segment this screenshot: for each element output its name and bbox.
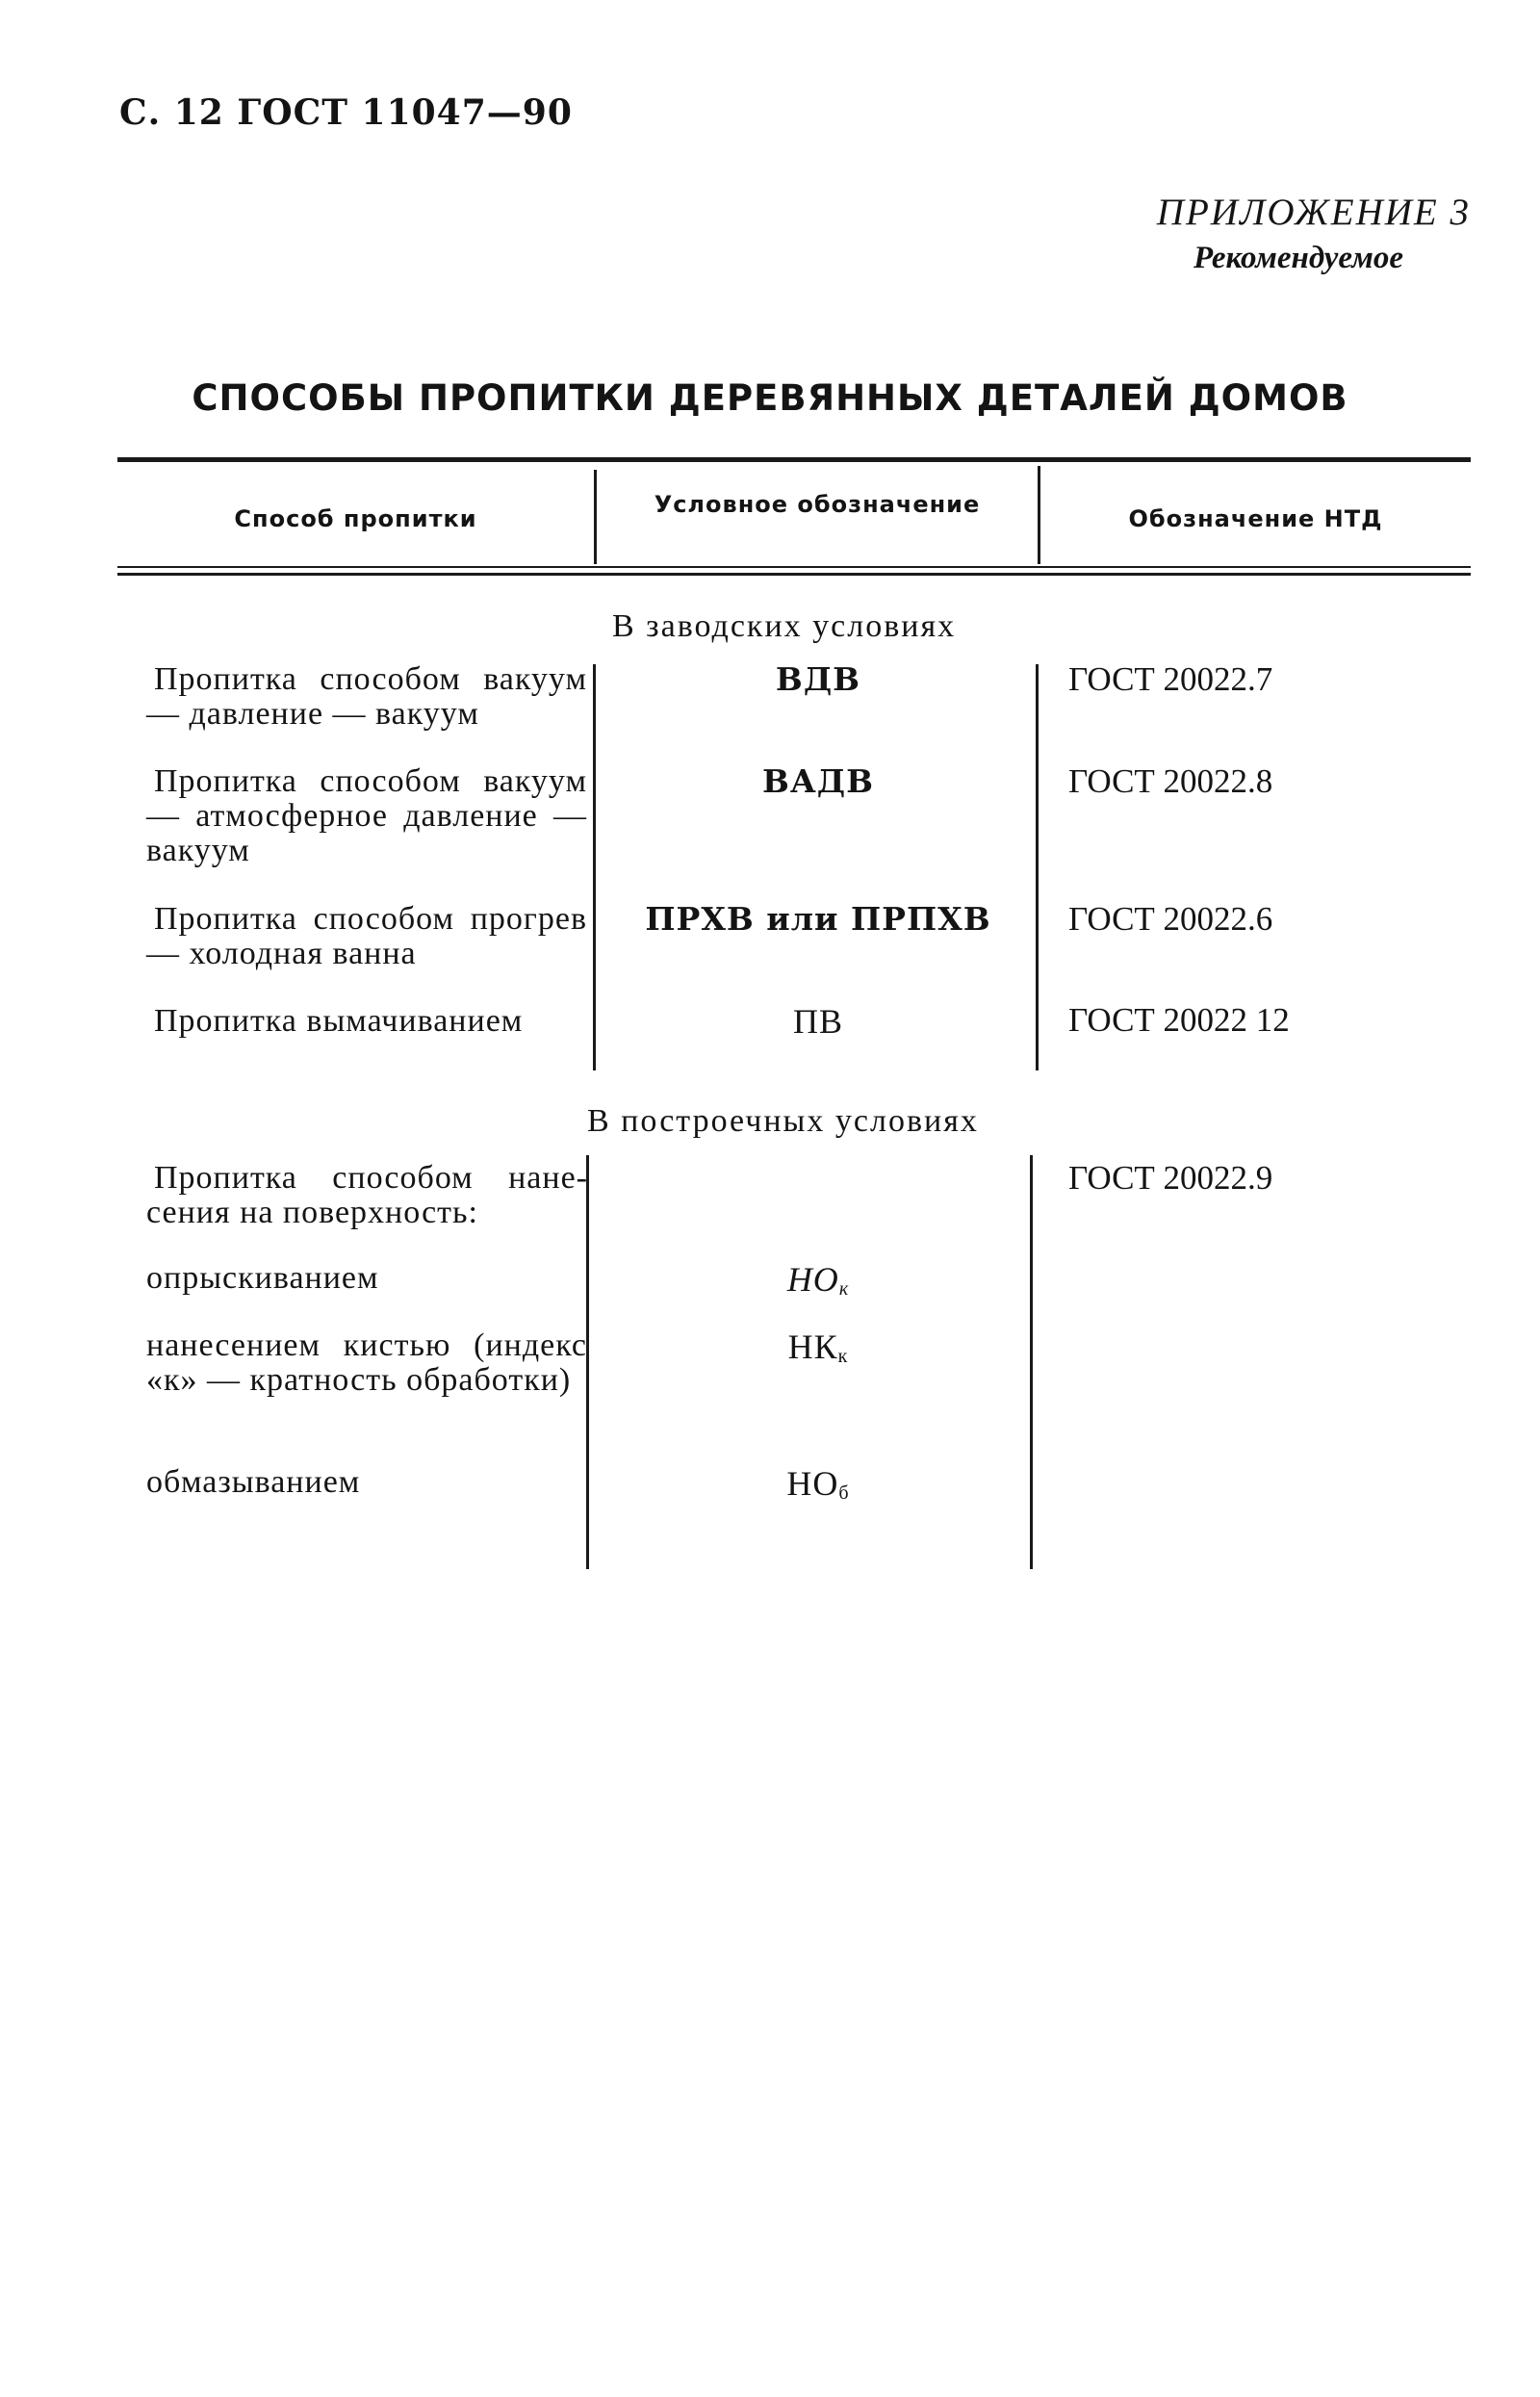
appendix-title: ПРИЛОЖЕНИЕ 3 <box>1156 192 1471 233</box>
row-method: опрыскиванием <box>146 1260 379 1296</box>
table-top-rule <box>117 457 1471 462</box>
document-title: СПОСОБЫ ПРОПИТКИ ДЕРЕВЯННЫХ ДЕТАЛЕЙ ДОМОВ <box>192 377 1348 419</box>
row-symbol: ВДВ <box>775 660 861 698</box>
section-title-factory: В заводских условиях <box>612 608 957 644</box>
row-symbol <box>597 1327 1040 1368</box>
row-method: обмазыванием <box>146 1464 361 1500</box>
page-header: С. 12 ГОСТ 11047—90 <box>119 92 573 133</box>
section-title-construction: В построечных условиях <box>587 1103 979 1139</box>
row-symbol: ПВ <box>792 1002 843 1041</box>
body-divider-1-section-1 <box>593 664 596 1070</box>
table-header-rule-double <box>117 573 1471 576</box>
row-symbol: ВАДВ <box>761 762 874 800</box>
row-method: Пропитка способом вакуум — давление — вакуум <box>146 661 587 732</box>
symbol-base: НК <box>787 1327 838 1366</box>
row-symbol: ПРХВ или ПРПХВ <box>645 900 991 938</box>
row-ntd: ГОСТ 20022 12 <box>1068 1001 1290 1039</box>
row-method: Пропитка способом прогрев — холодная ванна <box>146 901 587 971</box>
symbol-subscript: к <box>838 1278 850 1300</box>
table-header-rule <box>117 566 1471 568</box>
symbol-base: НО <box>786 1260 839 1299</box>
row-method: Пропитка способом нанесения на поверхность: <box>146 1160 587 1230</box>
column-header-method: Способ пропитки <box>234 505 477 532</box>
symbol-base: НО <box>786 1464 839 1503</box>
symbol-subscript: б <box>838 1482 850 1504</box>
row-ntd: ГОСТ 20022.7 <box>1068 660 1273 698</box>
row-ntd: ГОСТ 20022.8 <box>1068 762 1273 800</box>
column-header-ntd: Обозначение НТД <box>1128 505 1383 532</box>
row-method: Пропитка способом вакуум — атмосферное давление — вакуум <box>146 763 587 868</box>
row-method: нанесением кистью (индекс «к» — кратность обработки) <box>146 1327 587 1398</box>
row-ntd: ГОСТ 20022.9 <box>1068 1159 1273 1197</box>
appendix-block <box>1157 189 1471 279</box>
row-method: Пропитка вымачиванием <box>154 1003 524 1039</box>
appendix-subtitle: Рекомендуемое <box>1193 241 1403 275</box>
symbol-subscript: к <box>837 1346 849 1367</box>
row-symbol <box>597 1463 1040 1505</box>
row-symbol <box>597 1259 1040 1301</box>
column-header-symbol: Условное обозначение <box>654 491 981 518</box>
row-ntd: ГОСТ 20022.6 <box>1068 900 1273 938</box>
